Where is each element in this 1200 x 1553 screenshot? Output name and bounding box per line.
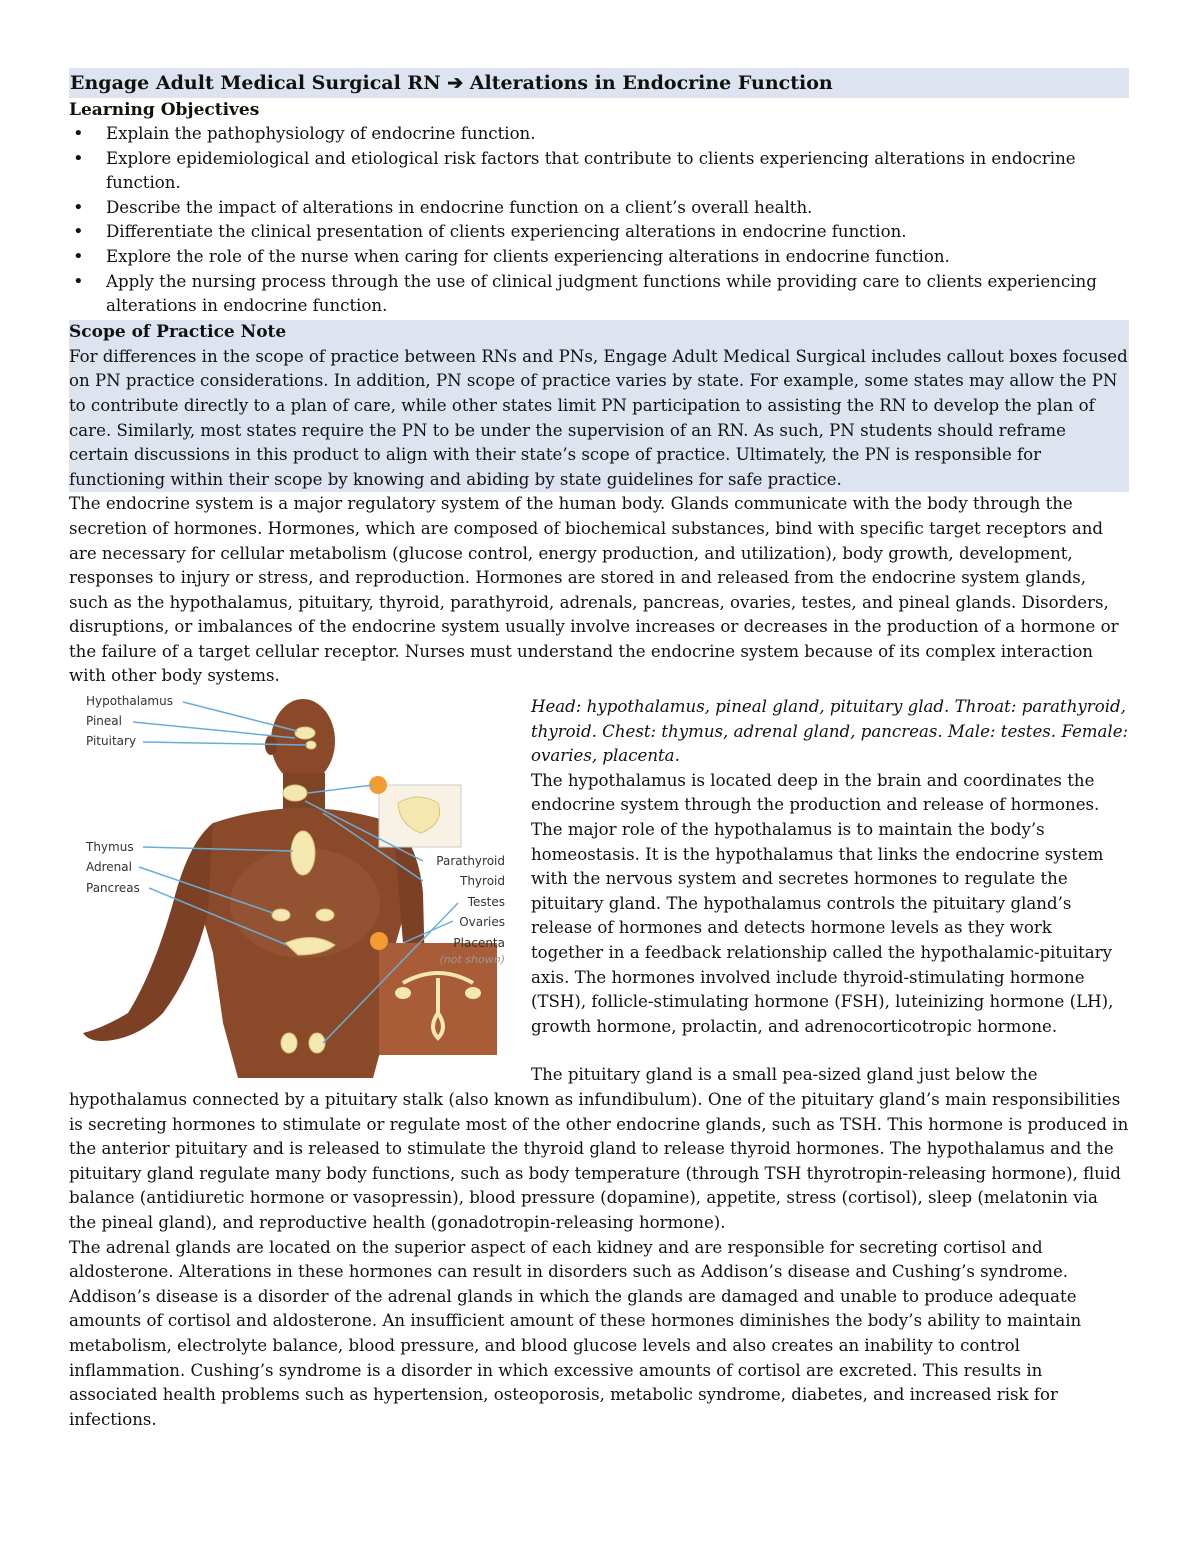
- list-item: • Apply the nursing process through the use of clinical judgment functions while providing care to clients experiencing alterations in endocrine function.: [69, 270, 1129, 319]
- list-item: • Explore the role of the nurse when caring for clients experiencing alterations in endocrine function.: [69, 245, 1129, 270]
- label-testes: Testes: [467, 895, 505, 910]
- list-item: • Explore epidemiological and etiological risk factors that contribute to clients experiencing alterations in endocrine function.: [69, 147, 1129, 196]
- pituitary-gland: [306, 741, 316, 749]
- label-not-shown: (not shown): [439, 953, 505, 967]
- pituitary-paragraph: The pituitary gland is a small pea-sized gland just below the hypothalamus connected by a pituitary stalk (also known as infundibulum). One of the pituitary gland’s main responsibilities is secreting hormones to stimulate or regulate most of the other endocrine glands, such as TSH. This hormone is produced in the anterior pituitary and is released to stimulate the thyroid gland to release thyroid hormones. The hypothalamus and the pituitary gland regulate many body functions, such as body temperature (through TSH thyrotropin-releasing hormone), fluid balance (antidiuretic hormone or vasopressin), blood pressure (dopamine), appetite, stress (cortisol), sleep (melatonin via the pineal gland), and reproductive health (gonadotropin-releasing hormone).: [69, 1065, 1129, 1232]
- list-item: • Explain the pathophysiology of endocrine function.: [69, 122, 1129, 147]
- label-adrenal: Adrenal: [86, 860, 132, 875]
- testis-gland: [309, 1033, 325, 1053]
- hypothalamus-gland: [295, 727, 315, 739]
- label-thymus: Thymus: [86, 840, 134, 855]
- list-item: • Differentiate the clinical presentation of clients experiencing alterations in endocrine function.: [69, 220, 1129, 245]
- adrenal-gland: [272, 909, 290, 921]
- label-pituitary: Pituitary: [86, 734, 137, 749]
- thymus-gland: [291, 831, 315, 875]
- label-hypothalamus: Hypothalamus: [86, 694, 173, 709]
- adrenal-gland: [316, 909, 334, 921]
- page-title: Engage Adult Medical Surgical RN ➔ Alterations in Endocrine Function: [69, 68, 1129, 98]
- label-pineal: Pineal: [86, 714, 122, 729]
- figure-caption: Head: hypothalamus, pineal gland, pituitary glad. Throat: parathyroid, thyroid. Chest: thymus, adrenal gland, pancreas. Male: testes. Female: ovaries, placenta.: [531, 697, 1129, 766]
- alert-icon: [370, 932, 388, 950]
- endocrine-diagram: [73, 693, 513, 1078]
- label-ovaries: Ovaries: [459, 915, 505, 930]
- label-thyroid: Thyroid: [460, 874, 505, 889]
- scope-of-practice-note: [69, 320, 1129, 493]
- label-pancreas: Pancreas: [86, 881, 140, 896]
- learning-objectives-list: [69, 122, 1129, 319]
- label-parathyroid: Parathyroid: [436, 854, 505, 869]
- hypothalamus-paragraph: The hypothalamus is located deep in the brain and coordinates the endocrine system through the production and release of hormones. The major role of the hypothalamus is to maintain the body’s homeostasis. It is the hypothalamus that links the endocrine system with the nervous system and secretes hormones to regulate the pituitary gland. The hypothalamus controls the pituitary gland’s release of hormones and detects hormone levels as they work together in a feedback relationship called the hypothalamic-pituitary axis. The hormones involved include thyroid-stimulating hormone (TSH), follicle-stimulating hormone (FSH), luteinizing hormone (LH), growth hormone, prolactin, and adrenocorticotropic hormone.: [531, 770, 1114, 1036]
- learning-objectives-heading: Learning Objectives: [69, 100, 260, 120]
- endocrine-system-figure: [73, 693, 513, 1078]
- intro-paragraph: The endocrine system is a major regulatory system of the human body. Glands communicate with the body through the secretion of hormones. Hormones, which are composed of biochemical substances, bind with specific target receptors and are necessary for cellular metabolism (glucose control, energy production, and utilization), body growth, development, responses to injury or stress, and reproduction. Hormones are stored in and released from the endocrine system glands, such as the hypothalamus, pituitary, thyroid, parathyroid, adrenals, pancreas, ovaries, testes, and pineal glands. Disorders, disruptions, or imbalances of the endocrine system usually involve increases or decreases in the production of a hormone or the failure of a target cellular receptor. Nurses must understand the endocrine system because of its complex interaction with other body systems.: [69, 494, 1119, 686]
- list-item: • Describe the impact of alterations in endocrine function on a client’s overall health.: [69, 196, 1129, 221]
- adrenal-paragraph: The adrenal glands are located on the superior aspect of each kidney and are responsible for secreting cortisol and aldosterone. Alterations in these hormones can result in disorders such as Addison’s disease and Cushing’s syndrome. Addison’s disease is a disorder of the adrenal glands in which the glands are damaged and unable to produce adequate amounts of cortisol and aldosterone. An insufficient amount of these hormones diminishes the body’s ability to maintain metabolism, electrolyte balance, blood pressure, and blood glucose levels and also creates an inability to control inflammation. Cushing’s syndrome is a disorder in which excessive amounts of cortisol are excreted. This results in associated health problems such as hypertension, osteoporosis, metabolic syndrome, diabetes, and increased risk for infections.: [69, 1237, 1082, 1429]
- label-placenta: Placenta: [453, 936, 505, 951]
- document-page: [69, 68, 1129, 1432]
- scope-note-text: For differences in the scope of practice between RNs and PNs, Engage Adult Medical Surgical includes callout boxes focused on PN practice considerations. In addition, PN scope of practice varies by state. For example, some states may allow the PN to contribute directly to a plan of care, while other states limit PN participation to assisting the RN to develop the plan of care. Similarly, most states require the PN to be under the supervision of an RN. As such, PN students should reframe certain discussions in this product to align with their state’s scope of practice. Ultimately, the PN is responsible for functioning within their scope by knowing and abiding by state guidelines for safe practice.: [69, 346, 1128, 489]
- scope-note-heading: Scope of Practice Note: [69, 321, 287, 342]
- testis-gland: [281, 1033, 297, 1053]
- thyroid-gland: [283, 785, 307, 801]
